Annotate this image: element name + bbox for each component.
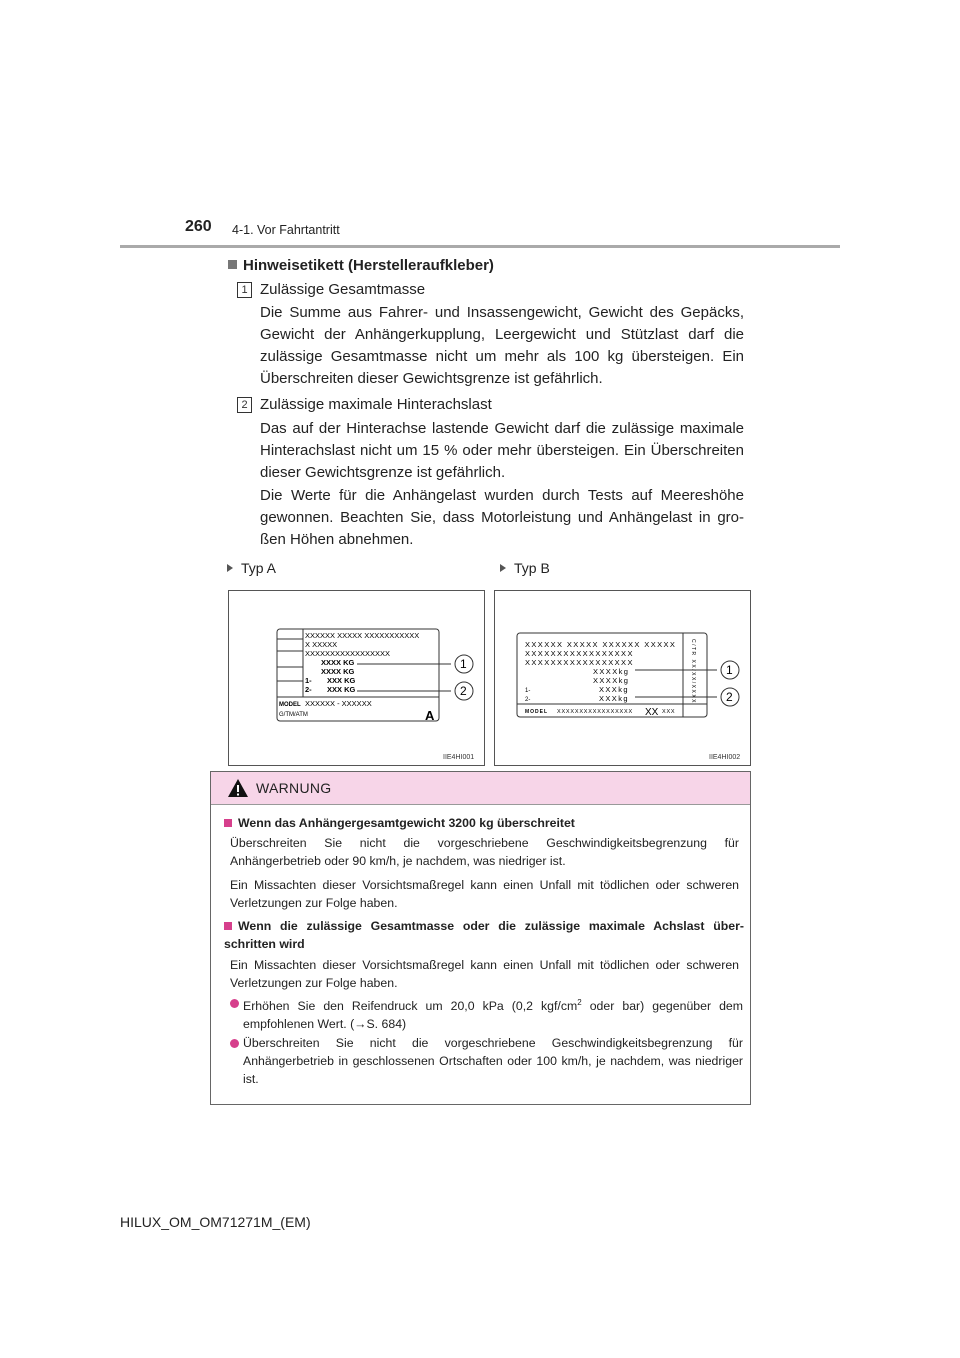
label-b-xx: XX <box>645 707 659 718</box>
footer-code: HILUX_OM_OM71271M_(EM) <box>120 1214 311 1230</box>
label-a-row-1: XXXXXX XXXXX XXXXXXXXXXX <box>305 631 420 640</box>
label-b-row-7: XXXkg <box>599 694 629 703</box>
label-b-model: MODEL <box>525 709 549 715</box>
label-b-row-1: XXXXXX XXXXX XXXXXX XXXXX <box>525 640 677 649</box>
label-b-xxx: XXX <box>662 709 676 715</box>
callout-1: 1 <box>726 663 733 677</box>
typ-b-text: Typ B <box>514 560 550 576</box>
item-title-2: Zulässige maximale Hinterachslast <box>260 396 492 413</box>
bullet-1-superscript: 2 <box>577 998 582 1007</box>
label-b-model-value: XXXXXXXXXXXXXXXXX <box>557 709 633 715</box>
figure-code-a: IIE4HI001 <box>443 754 475 761</box>
figure-typ-a <box>228 590 485 766</box>
warning-bullet-2: Überschreiten Sie nicht die vorgeschriebene Geschwindigkeitsbegrenzung für Anhängerbetrieb in geschlossenen Ortschaften oder 100 km/h, je nachdem, was niedriger ist. <box>243 1036 743 1086</box>
label-b-row-2: XXXXXXXXXXXXXXXXX <box>525 649 634 658</box>
warning-title: WARNUNG <box>256 780 332 796</box>
label-a-row-3: XXXXXXXXXXXXXXXXX <box>305 649 391 658</box>
warning-block1-heading-text: Wenn das Anhängergesamtgewicht 3200 kg überschreitet <box>238 816 575 830</box>
bullet-1-text-a: Erhöhen Sie den Reifendruck um 20,0 kPa (0,2 kgf/cm <box>243 999 578 1014</box>
pink-dot-bullet-icon <box>230 999 239 1008</box>
pink-square-bullet-icon <box>224 922 232 930</box>
callout-2: 2 <box>460 684 467 698</box>
section-heading <box>228 257 494 274</box>
warning-block2-heading-text: Wenn die zulässige Gesamtmasse oder die zulässige maximale Achslast über-schritten wird <box>224 919 744 951</box>
item-title-1: Zulässige Gesamtmasse <box>260 281 426 298</box>
label-a-illustration <box>229 591 484 765</box>
warning-block1-heading <box>224 814 734 832</box>
label-a-row-2: X XXXXX <box>305 640 338 649</box>
figure-code-b: IIE4HI002 <box>709 754 741 761</box>
triangle-bullet-icon <box>227 564 233 572</box>
typ-a-text: Typ A <box>241 560 277 576</box>
label-a-row-6: XXX KG <box>327 676 356 685</box>
item-text-2: Das auf der Hinterachse lastende Gewicht darf die zulässige maximale Hinterachslast nicht um 15 % oder mehr übersteigen. Ein Überschreiten dieser Gewichtsgrenze ist gefährlich. <box>260 420 744 481</box>
typ-b-label <box>500 560 550 576</box>
pink-square-bullet-icon <box>224 819 232 827</box>
label-a-model-value: XXXXXX - XXXXXX <box>305 699 372 708</box>
warning-triangle-icon <box>227 778 249 798</box>
section-title: 4-1. Vor Fahrtantritt <box>232 223 340 237</box>
pink-dot-bullet-icon <box>230 1039 239 1048</box>
label-b-row-3: XXXXXXXXXXXXXXXXX <box>525 658 634 667</box>
label-b-prefix-1: 1- <box>525 688 531 694</box>
label-a-prefix-2: 2- <box>305 685 312 694</box>
label-a-row-7: XXX KG <box>327 685 356 694</box>
page-number: 260 <box>185 218 212 235</box>
label-a-fraction: G/TM/ATM <box>279 712 308 718</box>
warning-block1-p2: Ein Missachten dieser Vorsichtsmaßregel kann einen Unfall mit tödlichen oder schweren Verletzungen zur Folge haben. <box>230 878 739 910</box>
bullet-1-text-b: oder bar) gegenüber dem empfohlenen Wert. (→S. 684) <box>243 999 744 1032</box>
label-b-prefix-2: 2- <box>525 697 531 703</box>
triangle-bullet-icon <box>500 564 506 572</box>
label-b-row-5: XXXXkg <box>593 676 630 685</box>
label-a-prefix-1: 1- <box>305 676 312 685</box>
label-a-row-5: XXXX KG <box>321 667 355 676</box>
warning-bullet-1 <box>243 994 743 1033</box>
warning-header <box>211 772 750 805</box>
item-text-2b: Die Werte für die Anhängelast wurden durch Tests auf Meereshöhe gewonnen. Beachten Sie, dass Motorleistung und Anhängelast in gro-ßen Höhen abnehmen. <box>260 487 744 548</box>
warning-block1-p1: Überschreiten Sie nicht die vorgeschriebene Geschwindigkeitsbegrenzung für Anhängerbetrieb oder 90 km/h, je nachdem, was niedriger ist. <box>230 836 739 868</box>
item-number-2: 2 <box>237 397 252 413</box>
callout-2: 2 <box>726 690 733 704</box>
heading-text: Hinweisetikett (Herstelleraufkleber) <box>243 257 494 274</box>
label-b-row-4: XXXXkg <box>593 667 630 676</box>
label-a-row-4: XXXX KG <box>321 658 355 667</box>
label-b-illustration <box>495 591 750 765</box>
typ-a-label <box>227 560 276 576</box>
warning-block2-heading <box>224 917 744 953</box>
square-bullet-icon <box>228 260 237 269</box>
item-number-1: 1 <box>237 282 252 298</box>
header-divider <box>120 245 840 248</box>
warning-block2-p1: Ein Missachten dieser Vorsichtsmaßregel kann einen Unfall mit tödlichen oder schweren Verletzungen zur Folge haben. <box>230 958 739 990</box>
label-b-side: C/TR XX/XX/XXXX <box>690 639 696 705</box>
callout-1: 1 <box>460 657 467 671</box>
item-text-1: Die Summe aus Fahrer- und Insassengewicht, Gewicht des Gepäcks, Gewicht der Anhängerkupplung, Leergewicht und Stützlast darf die zulässige Gesamtmasse nicht um mehr als 100 kg übersteigen. Ein Überschreiten dieser Gewichtsgrenze ist gefährlich. <box>260 304 744 387</box>
label-b-row-6: XXXkg <box>599 685 629 694</box>
figure-typ-b <box>494 590 751 766</box>
label-a-model: MODEL <box>279 702 301 708</box>
label-a-corner: A <box>425 708 435 723</box>
warning-box <box>210 771 751 1105</box>
